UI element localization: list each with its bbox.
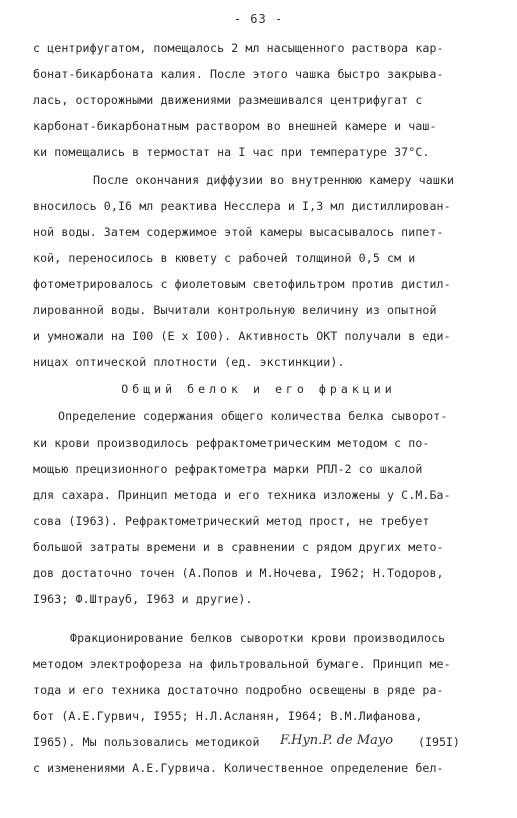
text-line: I963; Ф.Штрауб, I963 и другие). bbox=[33, 592, 253, 606]
handwritten-insertion: F.Hyn.P. de Mayo bbox=[280, 733, 394, 748]
page-number: - 63 - bbox=[233, 12, 284, 26]
text-line: фотометрировалось с фиолетовым светофильтром против дистил- bbox=[33, 277, 451, 291]
text-line: карбонат-бикарбонатным раствором во внешней камере и чаш- bbox=[33, 119, 437, 133]
text-line: Фракционирование белков сыворотки крови производилось bbox=[70, 631, 446, 645]
text-line: ницах оптической плотности (ед. экстинкции). bbox=[33, 355, 345, 369]
text-line: бот (А.Е.Гурвич, I955; Н.Л.Асланян, I964; В.М.Лифанова, bbox=[33, 709, 423, 723]
text-line: лась, осторожными движениями размешивался центрифугат с bbox=[33, 93, 423, 107]
text-line-end: (I95I) bbox=[418, 735, 460, 749]
text-line: После окончания диффузии во внутреннюю камеру чашки bbox=[93, 173, 455, 187]
text-line: большой затраты времени и в сравнении с рядом других мето- bbox=[33, 540, 444, 554]
text-line: методом электрофореза на фильтровальной бумаге. Принцип ме- bbox=[33, 657, 451, 671]
text-line: ной воды. Затем содержимое этой камеры высасывалось пипет- bbox=[33, 225, 444, 239]
text-line: дов достаточно точен (А.Попов и М.Ночева, I962; Н.Тодоров, bbox=[33, 566, 444, 580]
text-line: тода и его техника достаточно подробно освещены в ряде ра- bbox=[33, 683, 444, 697]
text-line: и умножали на I00 (Е х I00). Активность ОКТ получали в еди- bbox=[33, 329, 451, 343]
text-line: ки крови производилось рефрактометрическим методом с по- bbox=[33, 436, 430, 450]
text-line: ки помещались в термостат на I час при температуре 37°С. bbox=[33, 145, 430, 159]
text-line: сова (I963). Рефрактометрический метод прост, не требует bbox=[33, 514, 430, 528]
text-line: для сахара. Принцип метода и его техника изложены у С.М.Ба- bbox=[33, 488, 451, 502]
text-line: лированной воды. Вычитали контрольную величину из опытной bbox=[33, 303, 437, 317]
text-line: с изменениями А.Е.Гурвича. Количественное определение бел- bbox=[33, 761, 444, 775]
text-line: мощью прецизионного рефрактометра марки РПЛ-2 со шкалой bbox=[33, 462, 423, 476]
text-line: вносилось 0,I6 мл реактива Несслера и I,3 мл дистиллирован- bbox=[33, 199, 451, 213]
text-line: с центрифугатом, помещалось 2 мл насыщенного раствора кар- bbox=[33, 41, 444, 55]
text-line: Определение содержания общего количества белка сыворот- bbox=[58, 409, 448, 423]
section-heading: Общий белок и его фракции bbox=[121, 382, 396, 396]
text-line: бонат-бикарбоната калия. После этого чашка быстро закрыва- bbox=[33, 67, 444, 81]
text-line: кой, переносилось в кювету с рабочей толщиной 0,5 см и bbox=[33, 251, 416, 265]
text-line: I965). Мы пользовались методикой bbox=[33, 735, 260, 749]
